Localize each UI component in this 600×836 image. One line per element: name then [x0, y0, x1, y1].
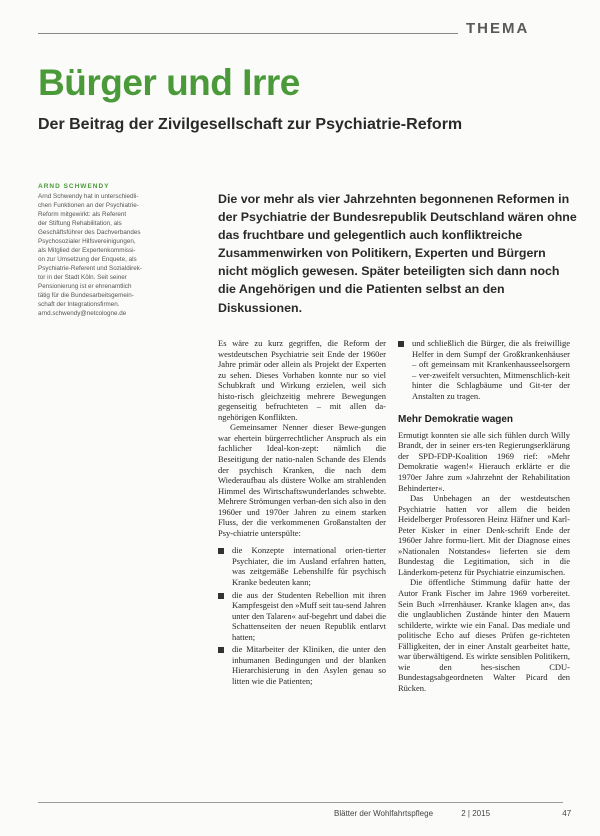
author-bio-line: tor in der Stadt Köln. Seit seiner — [38, 274, 127, 281]
author-bio-line: als Mitglied der Expertenkommissi- — [38, 247, 136, 254]
header-rule — [38, 33, 458, 34]
body-paragraph: Das Unbehagen an der westdeutschen Psychiatrie hatten vor allem die beiden Heidelberger Professoren Heinz Häfner und Karl-Peter Kisker in einer Denk-schrift Ende der 1960er Jahre formu-liert. Mit der Diagnose eines »Nationalen Notstandes« lieferten sie dem Bundestag die Legitimation, sich in die Länderkom-petenz für Psychiatrie einzumischen. — [398, 493, 570, 577]
body-column-2 — [398, 338, 570, 694]
bullet-list — [218, 545, 386, 686]
page-footer — [334, 809, 571, 818]
footer-rule — [38, 802, 563, 803]
list-item-text: die aus der Studenten Rebellion mit ihren Kampfesgeist den »Muff seit tau-send Jahren unter den Talaren« auf-begehrt und dabei die Schattenseiten der neuen Republik entlarvt hatten; — [232, 589, 386, 642]
issue-number: 2 | 2015 — [461, 809, 491, 818]
author-name: ARND SCHWENDY — [38, 183, 110, 190]
list-item — [218, 590, 386, 643]
square-bullet-icon — [218, 548, 224, 554]
author-bio-line: chen Funktionen an der Psychiatrie- — [38, 202, 139, 209]
square-bullet-icon — [218, 593, 224, 599]
page-number: 47 — [562, 809, 572, 818]
square-bullet-icon — [398, 341, 404, 347]
author-box — [38, 182, 176, 318]
body-paragraph: Es wäre zu kurz gegriffen, die Reform der westdeutschen Psychiatrie seit Ende der 1960er Jahre primär oder allein als Projekt der Experten zu sehen. Dieses Vorhaben konnte nur so viel Schubkraft und Wirkung erzielen, weil sich histo-risch gleichzeitig mehrere Bewegungen gegenseitig befruchteten – mit allen da-ngehörigen Konflikten. — [218, 338, 386, 422]
bullet-list — [398, 338, 570, 401]
author-bio-line: Arnd Schwendy hat in unterschiedli- — [38, 193, 139, 200]
square-bullet-icon — [218, 647, 224, 653]
body-paragraph: Die öffentliche Stimmung dafür hatte der Autor Frank Fischer im Jahre 1969 vorbereitet. Sein Buch »Irrenhäuser. Kranke klagen an«, das die unglaublichen Zustände hinter den Mauern schilderte, wirkte wie ein Fanal. Das mediale und politische Echo auf dieses Prüfen ge-richteten Fälligkeiten, der in einer Anstalt gearbeitet hatte, war überwältigend. Es wirkte sensiblen Politikern, wie den hes-sischen CDU-Bundestagsabgeordneten Walter Picard den Rücken. — [398, 577, 570, 693]
author-bio-line: der Stiftung Rehabilitation, als — [38, 220, 122, 227]
body-column-1 — [218, 338, 386, 689]
list-item — [218, 644, 386, 686]
list-item-text: die Konzepte international orien-tierter Psychiater, die im Ausland erfahren hatten, was zeitgemäße Lebenshilfe für psychisch Kranke bedeuten kann; — [232, 545, 386, 588]
list-item — [398, 338, 570, 401]
section-tag: THEMA — [466, 20, 530, 37]
article-lead: Die vor mehr als vier Jahrzehnten begonnenen Reformen in der Psychiatrie der Bundesrepublik Deutschland wären ohne das fruchtbare und gelegentlich auch konfliktreiche Zusammenwirken von Politikern, Experten und Bürgern nicht möglich gewesen. Später beteiligten sich dann noch die Angehörigen und die Patienten selbst an den Diskussionen. — [218, 192, 577, 315]
list-item — [218, 545, 386, 587]
author-bio-line: schaft der Integrationsfirmen. — [38, 301, 120, 308]
author-bio-line: on zur Umsetzung der Enquete, als — [38, 256, 137, 263]
author-bio-line: Pensionierung ist er ehrenamtlich — [38, 283, 132, 290]
list-item-text: die Mitarbeiter der Kliniken, die unter den inhumanen Bedingungen und der blanken Hierarchisierung in den Asylen genau so litten wie die Patienten; — [232, 644, 386, 686]
publication-name: Blätter der Wohlfahrtspflege — [334, 809, 434, 818]
author-bio-line: Reform mitgewirkt: als Referent — [38, 211, 127, 218]
body-paragraph: Gemeinsamer Nenner dieser Bewe-gungen war ehertein bürgerrechtlicher Anspruch als ein fachlicher Ideal-kon-zept: nämlich die Beseitigung der natio-nalen Schande des Elends der psychisch Kranken, die nach dem Wiederaufbau als düstere Wolke am strahlenden Himmel des Wirtschaftswunderlandes schwebte. Mehrere Strömungen verban-den sich also in den 1960er und 1970er Jahren zu einem starken Fluss, der die verkommenen Großanstalten der Psy-chiatrie unterspülte: — [218, 422, 386, 538]
author-email[interactable]: arnd.schwendy@netcologne.de — [38, 310, 127, 317]
article-title: Bürger und Irre — [38, 62, 300, 103]
author-bio — [38, 192, 176, 318]
author-bio-line: tätig für die Bundesarbeitsgemein- — [38, 292, 134, 299]
author-bio-line: Psychiatrie-Referent und Sozialdirek- — [38, 265, 142, 272]
article-subtitle: Der Beitrag der Zivilgesellschaft zur Psychiatrie-Reform — [38, 116, 463, 133]
author-bio-line: Psychosozialer Hilfsvereinigungen, — [38, 238, 136, 245]
author-bio-line: Geschäftsführer des Dachverbandes — [38, 229, 141, 236]
section-subhead: Mehr Demokratie wagen — [398, 414, 514, 426]
list-item-text: und schließlich die Bürger, die als freiwillige Helfer in dem Sumpf der Großkrankenhäuser – oft gemeinsam mit Krankenhausseelsorgern – ver-zweifelt versuchten, Mitmenschlich-keit hinter die Schlagbäume und Git-ter der Anstalten zu tragen. — [412, 338, 570, 401]
body-paragraph: Ermutigt konnten sie alle sich fühlen durch Willy Brandt, der in seiner ers-ten Regierungserklärung der SPD-FDP-Koalition 1969 rief: »Mehr Demokratie wagen!« Hierauch erklärte er die 1970er Jahre zum »Jahrzehnt der Rehabilitation Behinderter«. — [398, 429, 570, 493]
